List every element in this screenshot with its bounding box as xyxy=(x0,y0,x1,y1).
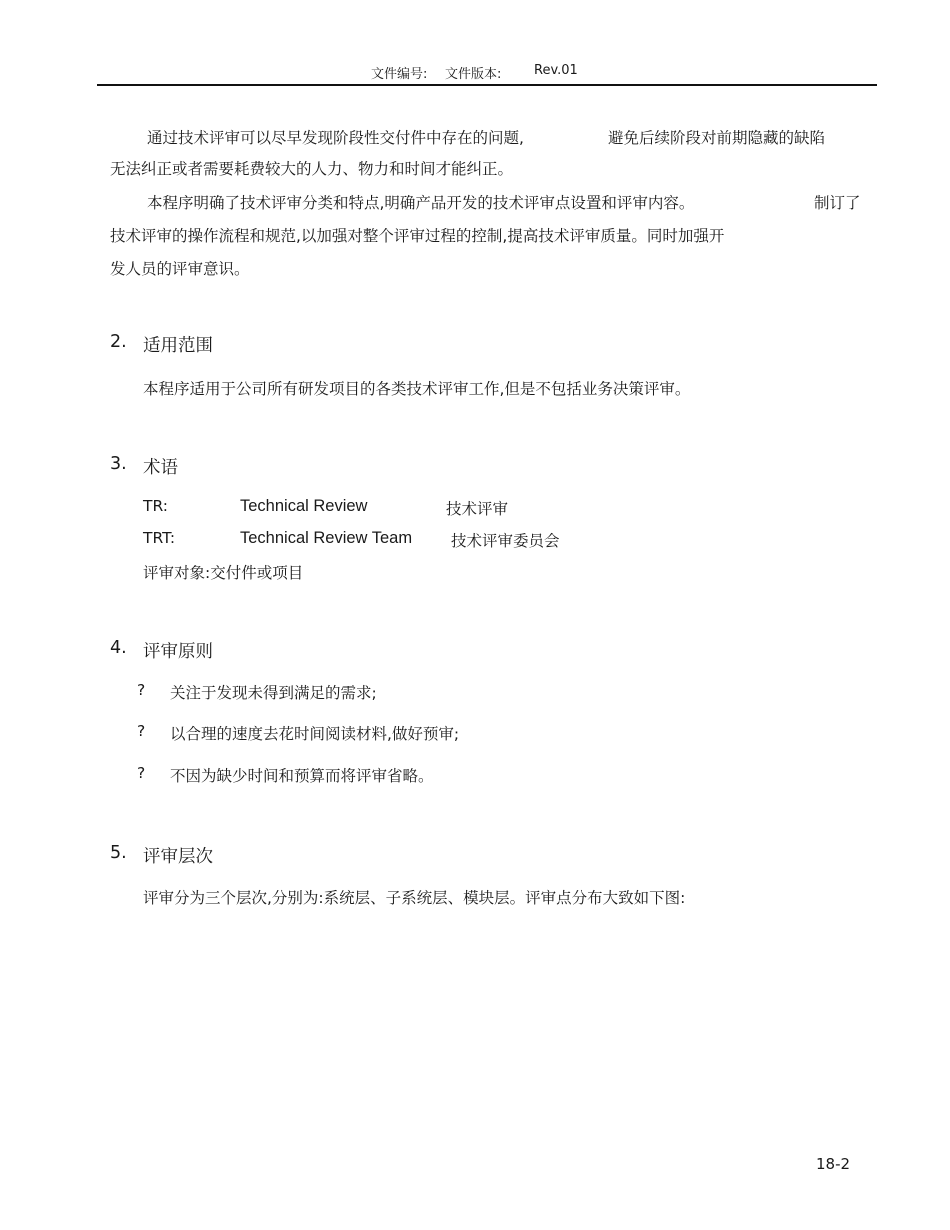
bullet-mark: ? xyxy=(137,764,146,782)
file-version-label: 文件版本: xyxy=(445,67,502,82)
intro-p1-line2: 无法纠正或者需要耗费较大的人力、物力和时间才能纠正。 xyxy=(110,160,514,178)
section-2-title: 适用范围 xyxy=(143,336,213,356)
bullet-text: 以合理的速度去花时间阅读材料,做好预审; xyxy=(170,725,460,743)
term-abbr: TRT: xyxy=(143,529,176,547)
section-5-text: 评审分为三个层次,分别为:系统层、子系统层、模块层。评审点分布大致如下图: xyxy=(143,889,686,907)
revision-label: Rev.01 xyxy=(534,63,578,78)
section-3-title: 术语 xyxy=(143,458,178,478)
term-english: Technical Review xyxy=(240,497,368,515)
term-abbr: TR: xyxy=(143,497,168,515)
intro-p1-line1-a: 通过技术评审可以尽早发现阶段性交付件中存在的问题, xyxy=(147,129,524,147)
intro-p2-line1-a: 本程序明确了技术评审分类和特点,明确产品开发的技术评审点设置和评审内容。 xyxy=(147,194,695,212)
section-4-number: 4. xyxy=(110,638,127,658)
term-chinese: 技术评审 xyxy=(446,500,509,518)
intro-p2-line2: 技术评审的操作流程和规范,以加强对整个评审过程的控制,提高技术评审质量。同时加强开 xyxy=(110,227,725,245)
bullet-mark: ? xyxy=(137,681,146,699)
section-5-number: 5. xyxy=(110,843,127,863)
section-5-title: 评审层次 xyxy=(143,847,213,867)
section-3-number: 3. xyxy=(110,454,127,474)
section-4-title: 评审原则 xyxy=(143,642,213,662)
header-divider xyxy=(97,84,877,86)
term-english: Technical Review Team xyxy=(240,529,413,547)
page-number: 18-2 xyxy=(816,1155,851,1173)
section-2-number: 2. xyxy=(110,332,127,352)
section-2-text: 本程序适用于公司所有研发项目的各类技术评审工作,但是不包括业务决策评审。 xyxy=(143,380,691,398)
intro-p2-line3: 发人员的评审意识。 xyxy=(110,260,250,278)
file-number-label: 文件编号: xyxy=(371,67,428,82)
intro-p1-line1-b: 避免后续阶段对前期隐藏的缺陷 xyxy=(608,129,826,147)
intro-p2-line1-b: 制订了 xyxy=(814,194,861,212)
review-object-note: 评审对象:交付件或项目 xyxy=(143,564,304,582)
bullet-text: 关注于发现未得到满足的需求; xyxy=(170,684,377,702)
term-chinese: 技术评审委员会 xyxy=(451,532,560,550)
bullet-mark: ? xyxy=(137,722,146,740)
bullet-text: 不因为缺少时间和预算而将评审省略。 xyxy=(170,767,434,785)
